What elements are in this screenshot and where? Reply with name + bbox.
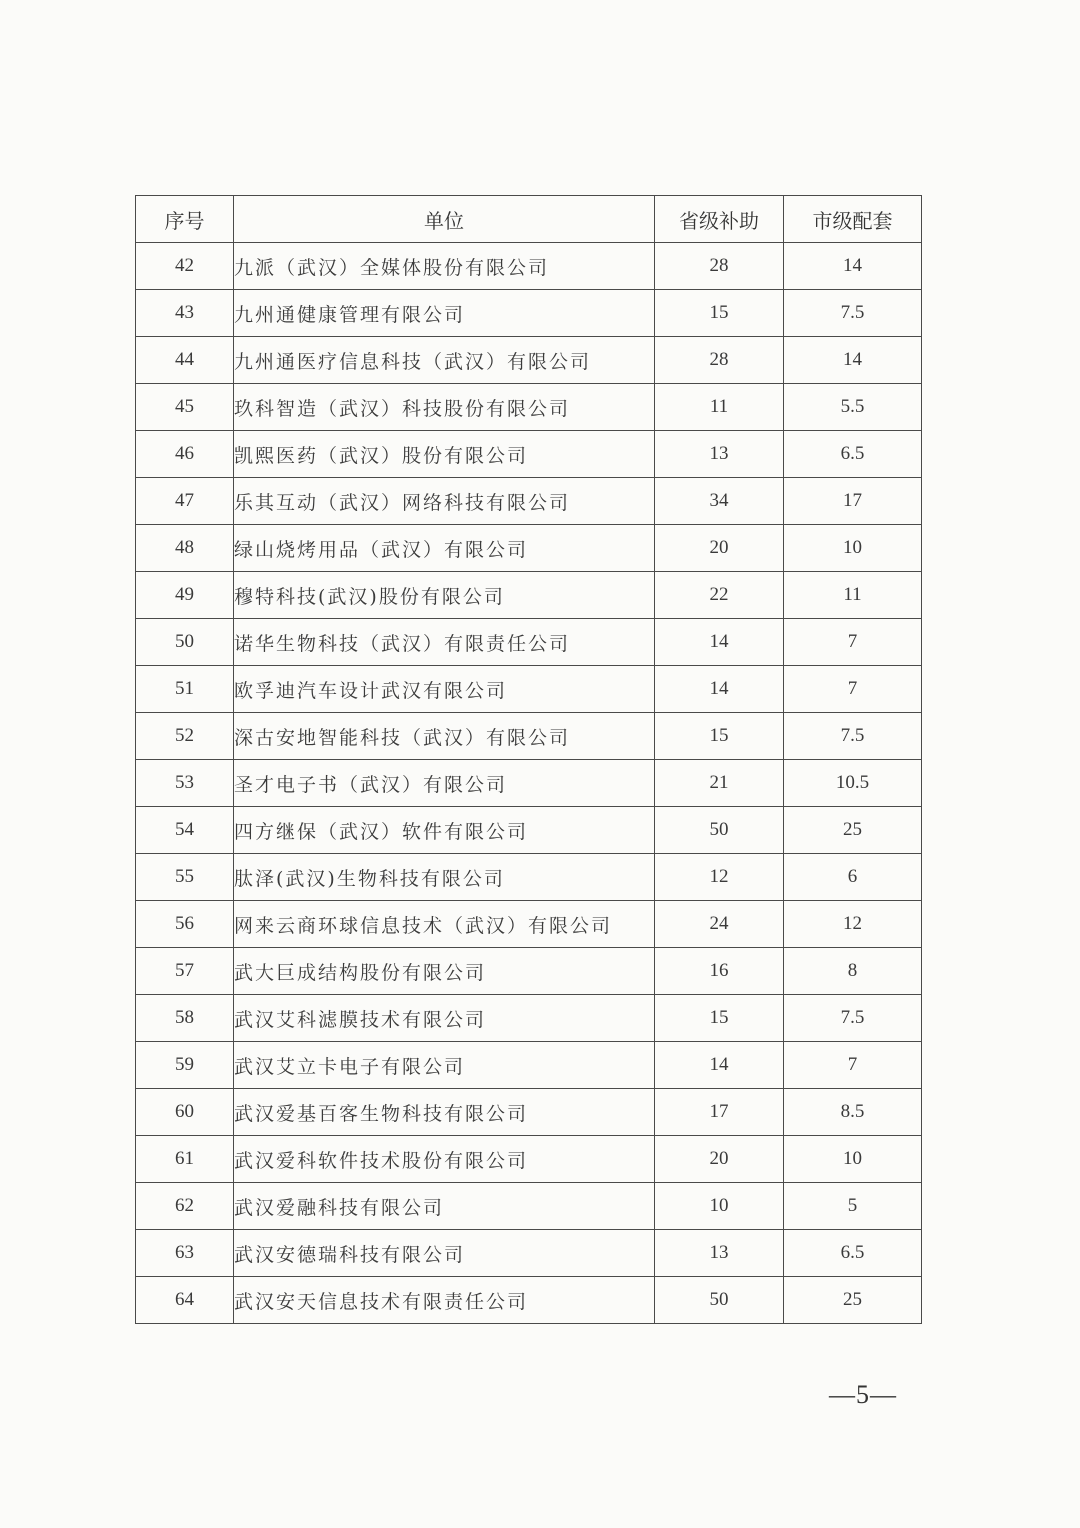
- row-municipal-match: 14: [784, 337, 922, 384]
- row-provincial-subsidy: 12: [655, 854, 784, 901]
- row-no: 46: [136, 431, 234, 478]
- row-no: 57: [136, 948, 234, 995]
- table-row: [136, 1230, 922, 1277]
- row-no: 55: [136, 854, 234, 901]
- row-municipal-match: 8.5: [784, 1089, 922, 1136]
- table-row: [136, 1136, 922, 1183]
- row-no: 43: [136, 290, 234, 337]
- row-unit: 网来云商环球信息技术（武汉）有限公司: [234, 901, 655, 948]
- row-unit: 欧孚迪汽车设计武汉有限公司: [234, 666, 655, 713]
- table-row: [136, 807, 922, 854]
- row-unit: 四方继保（武汉）软件有限公司: [234, 807, 655, 854]
- row-municipal-match: 17: [784, 478, 922, 525]
- table-row: [136, 713, 922, 760]
- row-unit: 肽泽(武汉)生物科技有限公司: [234, 854, 655, 901]
- table-row: [136, 948, 922, 995]
- row-unit: 武汉安德瑞科技有限公司: [234, 1230, 655, 1277]
- row-provincial-subsidy: 20: [655, 1136, 784, 1183]
- table-row: [136, 854, 922, 901]
- row-unit: 武汉艾科滤膜技术有限公司: [234, 995, 655, 1042]
- row-municipal-match: 7.5: [784, 713, 922, 760]
- row-provincial-subsidy: 17: [655, 1089, 784, 1136]
- row-unit: 九州通医疗信息科技（武汉）有限公司: [234, 337, 655, 384]
- row-unit: 武汉艾立卡电子有限公司: [234, 1042, 655, 1089]
- row-municipal-match: 10: [784, 1136, 922, 1183]
- row-provincial-subsidy: 24: [655, 901, 784, 948]
- table-row: [136, 666, 922, 713]
- row-unit: 绿山烧烤用品（武汉）有限公司: [234, 525, 655, 572]
- row-municipal-match: 6.5: [784, 1230, 922, 1277]
- row-unit: 武大巨成结构股份有限公司: [234, 948, 655, 995]
- subsidy-table: [135, 195, 922, 1324]
- row-no: 47: [136, 478, 234, 525]
- row-unit: 深古安地智能科技（武汉）有限公司: [234, 713, 655, 760]
- row-municipal-match: 12: [784, 901, 922, 948]
- table-header: [136, 196, 922, 243]
- table-row: [136, 431, 922, 478]
- row-provincial-subsidy: 10: [655, 1183, 784, 1230]
- row-municipal-match: 6: [784, 854, 922, 901]
- row-provincial-subsidy: 13: [655, 1230, 784, 1277]
- row-unit: 武汉爱融科技有限公司: [234, 1183, 655, 1230]
- row-municipal-match: 7: [784, 619, 922, 666]
- row-municipal-match: 25: [784, 1277, 922, 1324]
- row-no: 56: [136, 901, 234, 948]
- table-row: [136, 243, 922, 290]
- header-provincial: 省级补助: [655, 196, 784, 243]
- row-unit: 武汉爱科软件技术股份有限公司: [234, 1136, 655, 1183]
- row-unit: 凯熙医药（武汉）股份有限公司: [234, 431, 655, 478]
- row-unit: 穆特科技(武汉)股份有限公司: [234, 572, 655, 619]
- row-municipal-match: 8: [784, 948, 922, 995]
- table-row: [136, 901, 922, 948]
- table-row: [136, 619, 922, 666]
- header-no: 序号: [136, 196, 234, 243]
- header-municipal: 市级配套: [784, 196, 922, 243]
- row-provincial-subsidy: 14: [655, 619, 784, 666]
- row-provincial-subsidy: 21: [655, 760, 784, 807]
- header-unit: 单位: [234, 196, 655, 243]
- row-provincial-subsidy: 22: [655, 572, 784, 619]
- row-municipal-match: 7.5: [784, 995, 922, 1042]
- row-no: 51: [136, 666, 234, 713]
- table-row: [136, 525, 922, 572]
- row-no: 45: [136, 384, 234, 431]
- row-no: 49: [136, 572, 234, 619]
- row-provincial-subsidy: 15: [655, 713, 784, 760]
- row-no: 62: [136, 1183, 234, 1230]
- row-unit: 武汉爱基百客生物科技有限公司: [234, 1089, 655, 1136]
- row-municipal-match: 7.5: [784, 290, 922, 337]
- row-unit: 九州通健康管理有限公司: [234, 290, 655, 337]
- table-body: [136, 243, 922, 1324]
- row-municipal-match: 6.5: [784, 431, 922, 478]
- table-row: [136, 478, 922, 525]
- row-no: 50: [136, 619, 234, 666]
- row-municipal-match: 7: [784, 1042, 922, 1089]
- row-provincial-subsidy: 20: [655, 525, 784, 572]
- row-unit: 圣才电子书（武汉）有限公司: [234, 760, 655, 807]
- row-provincial-subsidy: 14: [655, 1042, 784, 1089]
- row-provincial-subsidy: 15: [655, 995, 784, 1042]
- table-row: [136, 572, 922, 619]
- table-row: [136, 760, 922, 807]
- row-no: 53: [136, 760, 234, 807]
- row-provincial-subsidy: 50: [655, 807, 784, 854]
- row-municipal-match: 5.5: [784, 384, 922, 431]
- table-row: [136, 1089, 922, 1136]
- row-unit: 诺华生物科技（武汉）有限责任公司: [234, 619, 655, 666]
- row-no: 59: [136, 1042, 234, 1089]
- row-provincial-subsidy: 14: [655, 666, 784, 713]
- row-municipal-match: 10.5: [784, 760, 922, 807]
- table-row: [136, 1042, 922, 1089]
- row-provincial-subsidy: 16: [655, 948, 784, 995]
- row-no: 64: [136, 1277, 234, 1324]
- row-municipal-match: 14: [784, 243, 922, 290]
- table-row: [136, 337, 922, 384]
- row-municipal-match: 10: [784, 525, 922, 572]
- row-unit: 武汉安天信息技术有限责任公司: [234, 1277, 655, 1324]
- row-unit: 乐其互动（武汉）网络科技有限公司: [234, 478, 655, 525]
- row-no: 44: [136, 337, 234, 384]
- row-no: 63: [136, 1230, 234, 1277]
- table-row: [136, 290, 922, 337]
- page-number: —5—: [829, 1380, 897, 1409]
- header-row: [136, 196, 922, 243]
- row-no: 54: [136, 807, 234, 854]
- row-provincial-subsidy: 34: [655, 478, 784, 525]
- row-no: 48: [136, 525, 234, 572]
- row-no: 60: [136, 1089, 234, 1136]
- row-provincial-subsidy: 15: [655, 290, 784, 337]
- row-unit: 九派（武汉）全媒体股份有限公司: [234, 243, 655, 290]
- table-row: [136, 1183, 922, 1230]
- row-no: 42: [136, 243, 234, 290]
- table-row: [136, 995, 922, 1042]
- table-row: [136, 384, 922, 431]
- row-no: 58: [136, 995, 234, 1042]
- row-provincial-subsidy: 11: [655, 384, 784, 431]
- row-municipal-match: 11: [784, 572, 922, 619]
- row-unit: 玖科智造（武汉）科技股份有限公司: [234, 384, 655, 431]
- row-municipal-match: 25: [784, 807, 922, 854]
- row-provincial-subsidy: 50: [655, 1277, 784, 1324]
- row-no: 61: [136, 1136, 234, 1183]
- row-municipal-match: 7: [784, 666, 922, 713]
- row-provincial-subsidy: 28: [655, 337, 784, 384]
- row-provincial-subsidy: 13: [655, 431, 784, 478]
- row-provincial-subsidy: 28: [655, 243, 784, 290]
- table-row: [136, 1277, 922, 1324]
- row-municipal-match: 5: [784, 1183, 922, 1230]
- row-no: 52: [136, 713, 234, 760]
